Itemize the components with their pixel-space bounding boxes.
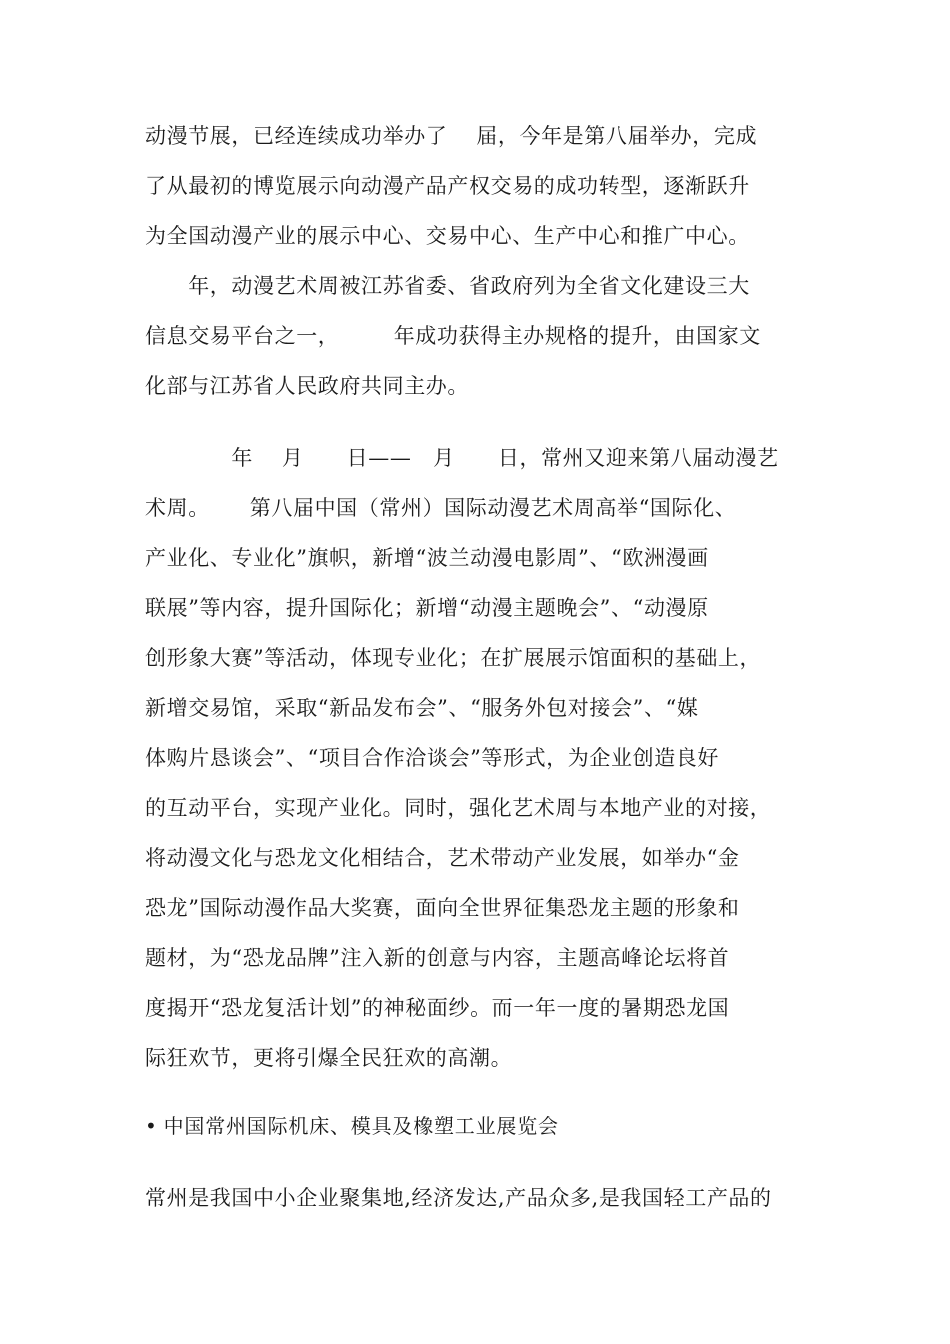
text-line: 将动漫文化与恐龙文化相结合，艺术带动产业发展，如举办“金 <box>145 846 740 870</box>
section-heading <box>145 1108 805 1144</box>
text-line: 年 月 日—— 月 日，常州又迎来第八届动漫艺 <box>145 446 779 470</box>
text-line: 信息交易平台之一， 年成功获得主办规格的提升，由国家文 <box>145 324 761 348</box>
text-line: 化部与江苏省人民政府共同主办。 <box>145 374 469 398</box>
text-line: 联展”等内容，提升国际化；新增“动漫主题晚会”、“动漫原 <box>145 596 709 620</box>
text-line: 常州是我国中小企业聚集地,经济发达,产品众多,是我国轻工产品的 <box>145 1186 772 1210</box>
text-line: 际狂欢节，更将引爆全民狂欢的高潮。 <box>145 1046 513 1070</box>
text-line: 的互动平台，实现产业化。同时，强化艺术周与本地产业的对接， <box>145 796 772 820</box>
text-line: 了从最初的博览展示向动漫产品产权交易的成功转型，逐渐跃升 <box>145 174 750 198</box>
bullet-icon: • <box>145 1114 158 1138</box>
section-heading-text: 中国常州国际机床、模具及橡塑工业展览会 <box>163 1114 559 1138</box>
text-line: 创形象大赛”等活动，体现专业化；在扩展展示馆面积的基础上， <box>145 646 762 670</box>
text-line: 年，动漫艺术周被江苏省委、省政府列为全省文化建设三大 <box>145 274 750 298</box>
text-line: 度揭开“恐龙复活计划”的神秘面纱。而一年一度的暑期恐龙国 <box>145 996 730 1020</box>
text-line: 恐龙”国际动漫作品大奖赛，面向全世界征集恐龙主题的形象和 <box>145 896 740 920</box>
text-line: 为全国动漫产业的展示中心、交易中心、生产中心和推广中心。 <box>145 224 750 248</box>
text-line: 术周。 第八届中国（常州）国际动漫艺术周高举“国际化、 <box>145 496 737 520</box>
text-line: 题材，为“恐龙品牌”注入新的创意与内容，主题高峰论坛将首 <box>145 946 730 970</box>
text-line: 新增交易馆，采取“新品发布会”、“服务外包对接会”、“媒 <box>145 696 699 720</box>
text-line: 动漫节展，已经连续成功举办了 届，今年是第八届举办，完成 <box>145 124 758 148</box>
text-line: 体购片恳谈会”、“项目合作洽谈会”等形式，为企业创造良好 <box>145 746 720 770</box>
text-line: 产业化、专业化”旗帜，新增“波兰动漫电影周”、“欧洲漫画 <box>145 546 709 570</box>
